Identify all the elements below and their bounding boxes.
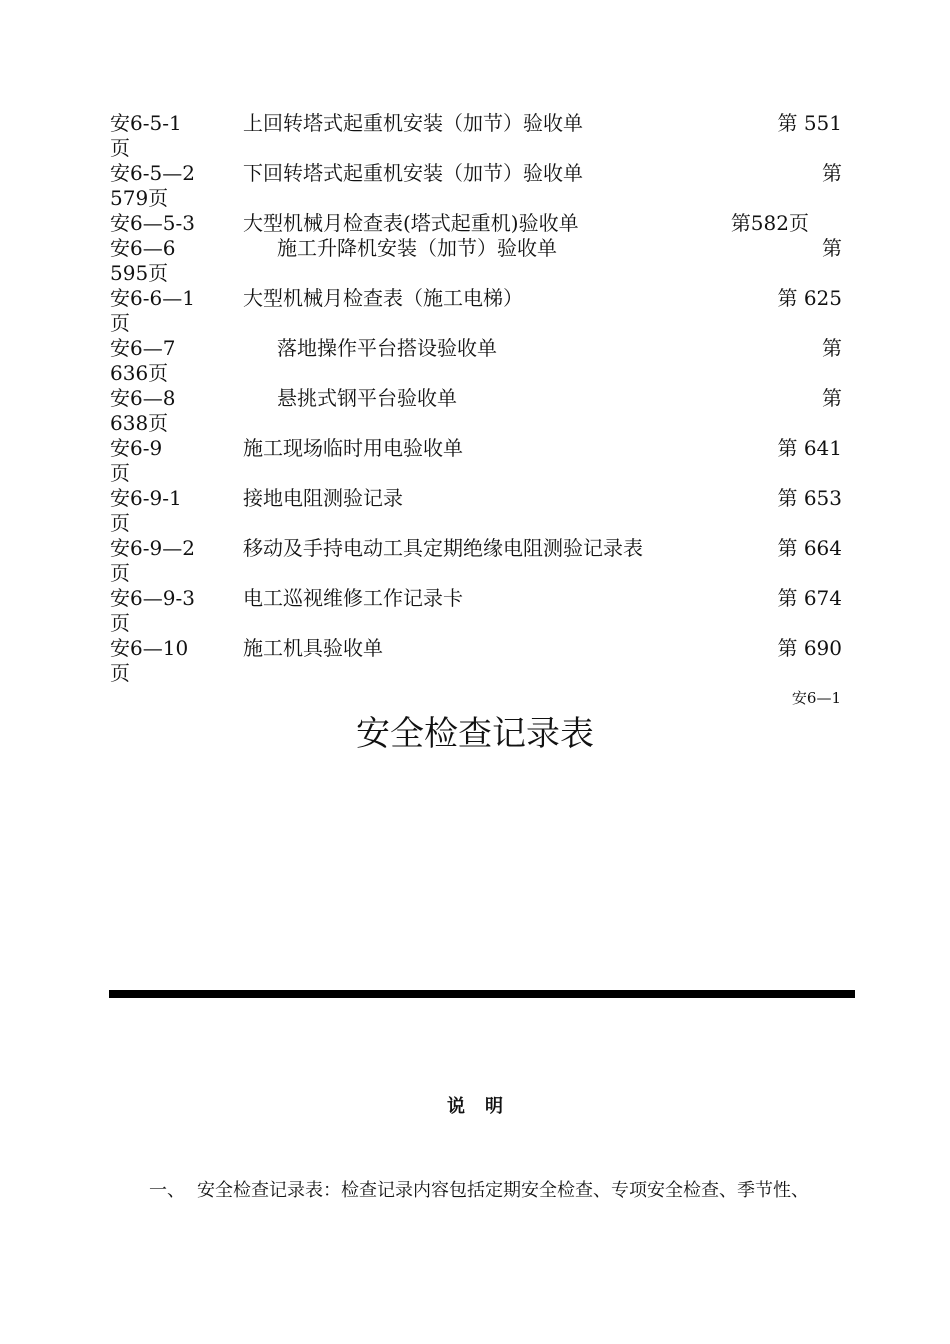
toc-title: 大型机械月检查表(塔式起重机)验收单 — [243, 211, 579, 235]
toc-title: 施工机具验收单 — [243, 636, 383, 660]
toc-entry — [110, 286, 842, 336]
toc-page-number: 第 690 — [777, 636, 842, 660]
toc-page-number: 第 641 — [777, 436, 842, 460]
toc-title: 接地电阻测验记录 — [243, 486, 403, 510]
toc-entry — [110, 536, 842, 586]
toc-title: 上回转塔式起重机安装（加节）验收单 — [243, 111, 583, 135]
toc-code: 安6—10 — [110, 636, 189, 660]
notes-item-text: 安全检查记录表：检查记录内容包括定期安全检查、专项安全检查、季节性、 — [197, 1180, 809, 1201]
toc-page-suffix: 页 — [110, 561, 130, 585]
toc-entry — [110, 161, 842, 211]
toc-page-suffix: 页 — [110, 311, 130, 335]
toc-title: 电工巡视维修工作记录卡 — [243, 586, 463, 610]
toc-page-suffix: 579页 — [110, 186, 169, 210]
form-code: 安6—1 — [791, 689, 841, 707]
toc-entry — [110, 211, 842, 236]
toc-page-number: 第 — [822, 161, 842, 185]
toc-page-number: 第582页 — [730, 211, 809, 235]
toc-code: 安6-9-1 — [110, 486, 182, 510]
toc-entry — [110, 636, 842, 686]
notes-heading: 说明 — [447, 1096, 523, 1117]
toc-page-suffix: 页 — [110, 136, 130, 160]
toc-code: 安6-9 — [110, 436, 163, 460]
toc-page-number: 第 674 — [777, 586, 842, 610]
toc-page-number: 第 664 — [777, 536, 842, 560]
toc-page-number: 第 551 — [777, 111, 842, 135]
notes-item — [149, 1179, 809, 1203]
toc-page-suffix: 页 — [110, 661, 130, 685]
toc-title: 施工现场临时用电验收单 — [243, 436, 463, 460]
toc-code: 安6-6—1 — [110, 286, 195, 310]
form-title: 安全检查记录表 — [356, 714, 594, 754]
toc-code: 安6-9—2 — [110, 536, 195, 560]
toc-code: 安6-5—2 — [110, 161, 195, 185]
toc-page-suffix: 638页 — [110, 411, 169, 435]
toc-entry — [110, 111, 842, 161]
toc-title: 落地操作平台搭设验收单 — [277, 336, 497, 360]
toc-page-number: 第 — [822, 336, 842, 360]
toc-entry — [110, 386, 842, 436]
toc-entry — [110, 236, 842, 286]
toc-entry — [110, 436, 842, 486]
toc-entry — [110, 586, 842, 636]
toc-entry — [110, 486, 842, 536]
toc-page-suffix: 595页 — [110, 261, 169, 285]
toc-page-number: 第 625 — [777, 286, 842, 310]
notes-item-number: 一、 — [149, 1180, 185, 1201]
toc-title: 大型机械月检查表（施工电梯） — [243, 286, 523, 310]
toc-page-number: 第 653 — [777, 486, 842, 510]
toc-page-number: 第 — [822, 386, 842, 410]
toc-page-suffix: 636页 — [110, 361, 169, 385]
toc-code: 安6—9-3 — [110, 586, 195, 610]
toc-code: 安6-5-1 — [110, 111, 182, 135]
table-of-contents — [110, 111, 842, 686]
toc-page-suffix: 页 — [110, 461, 130, 485]
toc-code: 安6—6 — [110, 236, 176, 260]
toc-page-number: 第 — [822, 236, 842, 260]
section-divider — [109, 990, 855, 998]
toc-page-suffix: 页 — [110, 611, 130, 635]
toc-title: 悬挑式钢平台验收单 — [277, 386, 457, 410]
toc-title: 移动及手持电动工具定期绝缘电阻测验记录表 — [243, 536, 643, 560]
toc-entry — [110, 336, 842, 386]
toc-title: 施工升降机安装（加节）验收单 — [277, 236, 557, 260]
toc-page-suffix: 页 — [110, 511, 130, 535]
toc-code: 安6—5-3 — [110, 211, 195, 235]
toc-code: 安6—7 — [110, 336, 176, 360]
toc-title: 下回转塔式起重机安装（加节）验收单 — [243, 161, 583, 185]
toc-code: 安6—8 — [110, 386, 176, 410]
